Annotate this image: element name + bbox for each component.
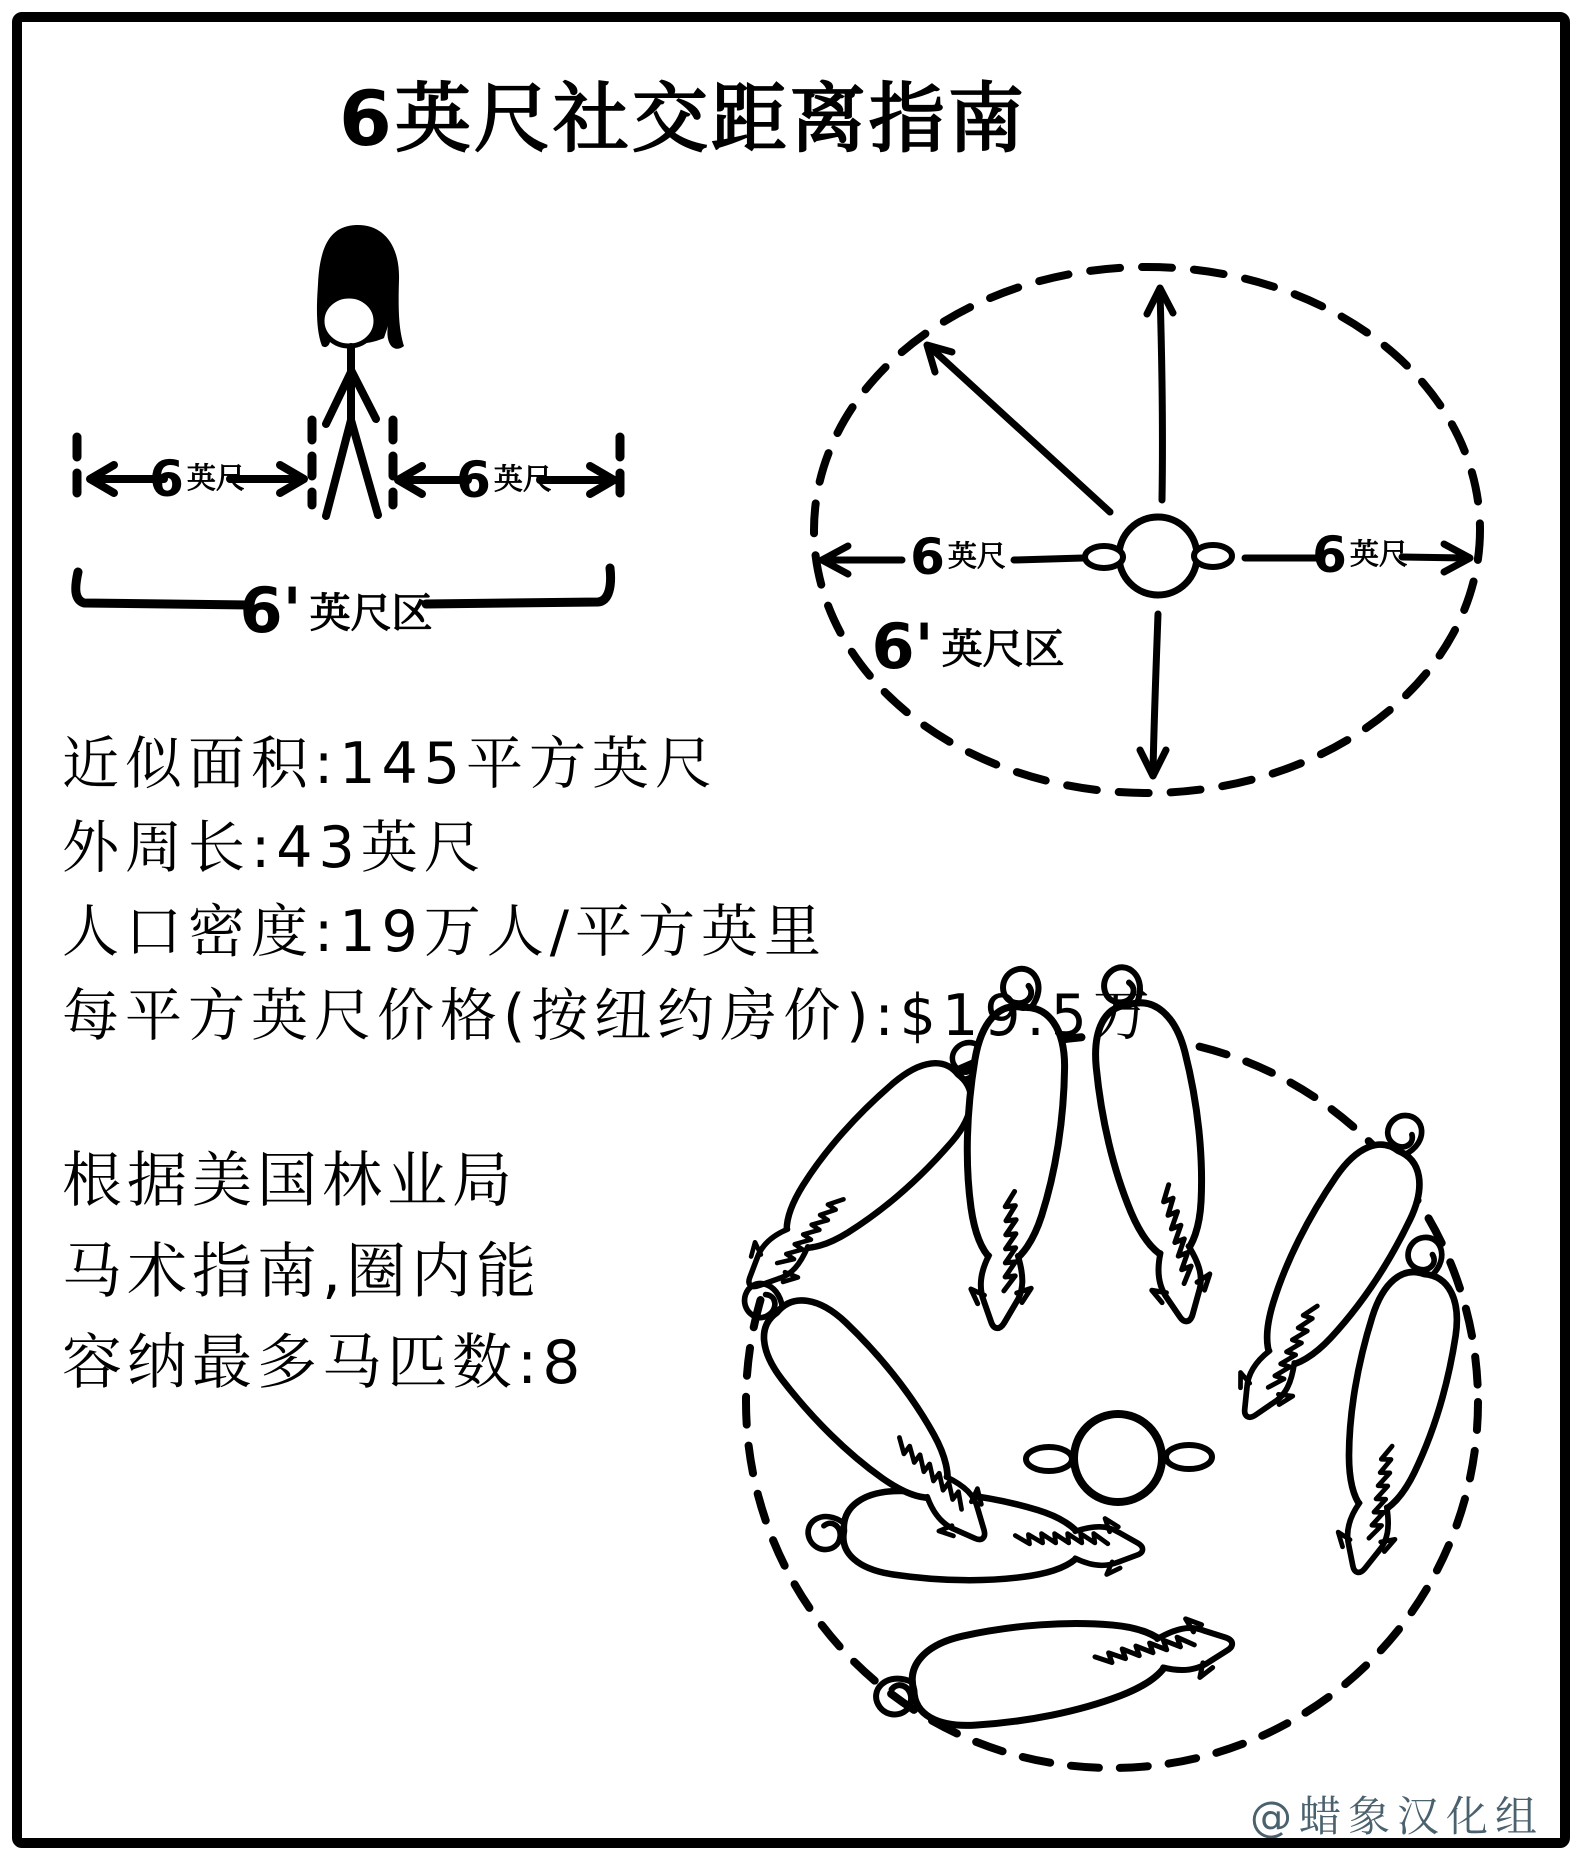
comic-title: 6英尺社交距离指南 bbox=[339, 74, 1027, 163]
zone-statistics bbox=[62, 722, 1156, 1058]
person-head-top-view bbox=[1074, 1414, 1162, 1502]
person-stick-body bbox=[326, 347, 378, 516]
left-ear bbox=[1085, 546, 1123, 568]
note-line: 根据美国林业局 bbox=[62, 1146, 517, 1216]
stat-density: 人口密度:19万人/平方英里 bbox=[62, 899, 827, 965]
note-line: 马术指南,圈内能 bbox=[62, 1237, 542, 1307]
stat-perimeter: 外周长:43英尺 bbox=[62, 815, 487, 881]
left-distance-label: 6 英尺 bbox=[149, 450, 245, 508]
zone-label: 6' 英尺区 bbox=[871, 610, 1065, 683]
left-ear bbox=[1026, 1447, 1072, 1471]
horse bbox=[869, 1598, 1239, 1740]
translator-watermark: @蜡象汉化组 bbox=[1249, 1792, 1544, 1841]
person-distance-diagram bbox=[76, 225, 620, 647]
right-distance-label: 6 英尺 bbox=[456, 451, 552, 509]
right-radius-label: 6 英尺 bbox=[1312, 526, 1408, 584]
person-face bbox=[322, 296, 376, 346]
stat-price: 每平方英尺价格(按纽约房价):$19.5万 bbox=[62, 983, 1156, 1049]
horse-circle-diagram bbox=[720, 959, 1478, 1768]
person-head-top-view bbox=[1119, 517, 1197, 595]
right-ear bbox=[1194, 545, 1232, 567]
horse-capacity-note bbox=[62, 1136, 585, 1409]
zone-label: 6' 英尺区 bbox=[239, 574, 433, 647]
right-ear bbox=[1166, 1445, 1212, 1469]
left-radius-label: 6 英尺 bbox=[910, 528, 1006, 586]
up-arrow bbox=[1160, 292, 1162, 500]
diagonal-arrow bbox=[932, 349, 1110, 512]
stat-area: 近似面积:145平方英尺 bbox=[62, 731, 718, 797]
radius-zone-diagram bbox=[814, 267, 1480, 793]
note-line: 容纳最多马匹数:8 bbox=[62, 1328, 586, 1398]
